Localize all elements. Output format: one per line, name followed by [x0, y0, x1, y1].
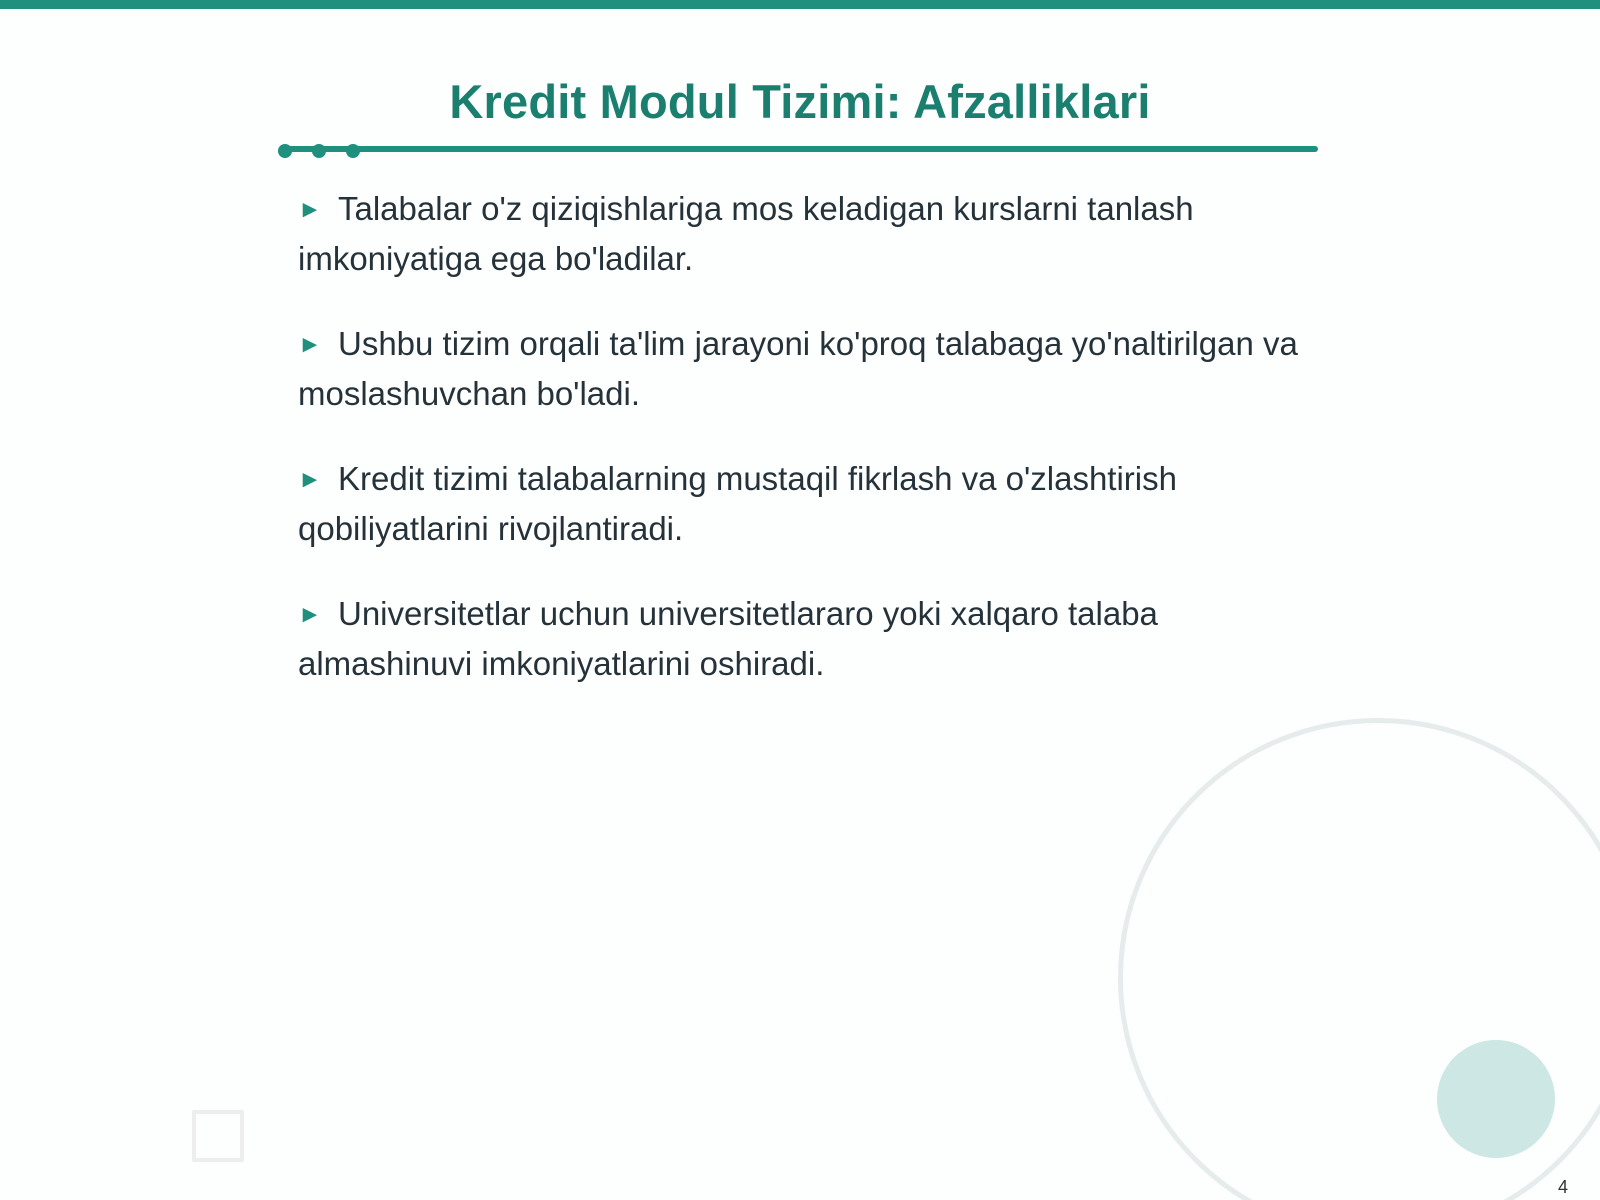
title-underline	[284, 146, 1318, 152]
triangle-right-icon: ►	[298, 466, 322, 493]
page-number: 4	[1557, 1177, 1568, 1197]
decorative-circle	[1437, 1040, 1555, 1158]
top-accent-bar	[0, 0, 1600, 9]
dot-icon	[346, 144, 360, 158]
bullet-text: Universitetlar uchun universitetlararo yoki xalqaro talaba almashinuvi imkoniyatlarini oshiradi.	[298, 595, 1158, 682]
triangle-right-icon: ►	[298, 196, 322, 223]
triangle-right-icon: ►	[298, 601, 322, 628]
decorative-square	[192, 1110, 244, 1162]
bullet-item	[298, 454, 1308, 553]
bullet-text: Talabalar o'z qiziqishlariga mos keladigan kurslarni tanlash imkoniyatiga ega bo'ladilar.	[298, 190, 1194, 277]
bullet-item	[298, 589, 1308, 688]
bullet-text: Ushbu tizim orqali ta'lim jarayoni ko'proq talabaga yo'naltirilgan va moslashuvchan bo'ladi.	[298, 325, 1298, 412]
dot-icon	[278, 144, 292, 158]
dot-icon	[312, 144, 326, 158]
triangle-right-icon: ►	[298, 331, 322, 358]
slide-title: Kredit Modul Tizimi: Afzalliklari	[449, 75, 1151, 128]
bullet-item	[298, 184, 1308, 283]
bullet-list	[298, 184, 1308, 724]
bullet-item	[298, 319, 1308, 418]
bullet-text: Kredit tizimi talabalarning mustaqil fikrlash va o'zlashtirish qobiliyatlarini rivojlantiradi.	[298, 460, 1177, 547]
